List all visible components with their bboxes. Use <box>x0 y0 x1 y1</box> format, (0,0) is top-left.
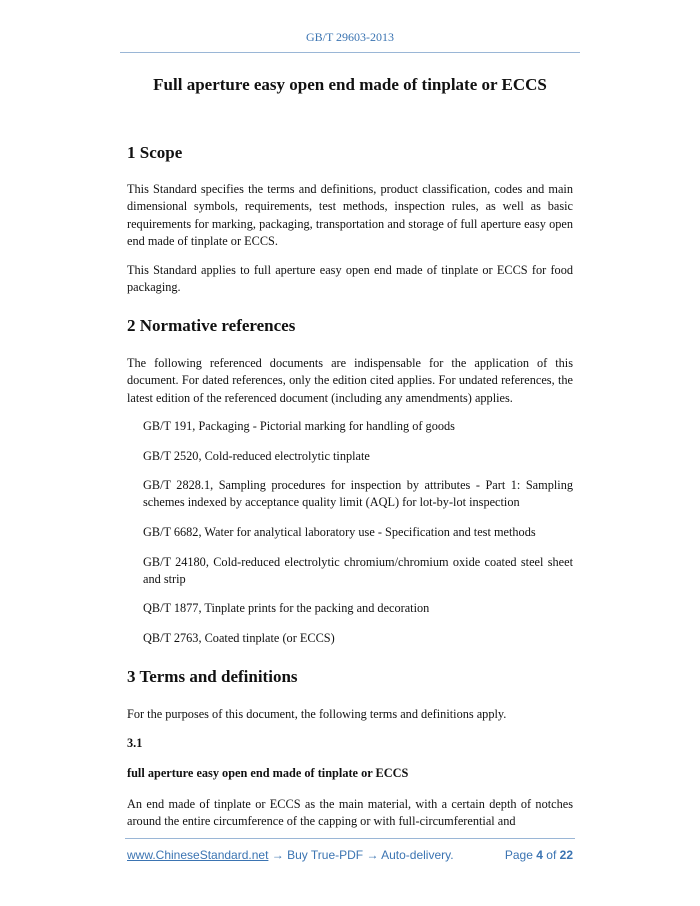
reference-item: GB/T 2828.1, Sampling procedures for inspection by attributes - Part 1: Sampling schemes indexed by acceptance quality limit (AQL) for lot-by-lot inspection <box>143 478 573 510</box>
page-of: of <box>546 848 557 862</box>
term-name: full aperture easy open end made of tinplate or ECCS <box>127 766 409 780</box>
footer <box>127 848 573 862</box>
reference-item: GB/T 191, Packaging - Pictorial marking for handling of goods <box>143 419 455 433</box>
clause-number: 3.1 <box>127 736 143 750</box>
reference-item: GB/T 6682, Water for analytical laboratory use - Specification and test methods <box>143 525 536 539</box>
section-heading-scope: 1 Scope <box>127 143 183 162</box>
normative-intro: The following referenced documents are indispensable for the application of this document. For dated references, only the edition cited applies. For undated references, the latest edition of the referenced document (including any amendments) applies. <box>127 356 573 405</box>
terms-intro: For the purposes of this document, the following terms and definitions apply. <box>127 707 507 721</box>
footer-divider <box>125 838 575 839</box>
page-indicator <box>505 848 573 862</box>
page-current: 4 <box>536 848 543 862</box>
section-heading-normative-references: 2 Normative references <box>127 316 296 335</box>
page-total: 22 <box>559 848 573 862</box>
scope-paragraph-2: This Standard applies to full aperture easy open end made of tinplate or ECCS for food packaging. <box>127 263 573 295</box>
document-title: Full aperture easy open end made of tinplate or ECCS <box>153 75 547 94</box>
reference-item: GB/T 24180, Cold-reduced electrolytic chromium/chromium oxide coated steel sheet and strip <box>143 555 573 587</box>
section-heading-terms-and-definitions: 3 Terms and definitions <box>127 667 298 686</box>
page-label: Page <box>504 848 533 862</box>
header-divider <box>120 52 580 53</box>
term-definition: An end made of tinplate or ECCS as the main material, with a certain depth of notches around the entire circumference of the capping or with full-circumferential and <box>127 797 573 829</box>
header-standard-number: GB/T 29603-2013 <box>305 30 395 44</box>
reference-item: QB/T 1877, Tinplate prints for the packing and decoration <box>143 601 430 615</box>
reference-item: QB/T 2763, Coated tinplate (or ECCS) <box>143 631 335 645</box>
scope-paragraph-1: This Standard specifies the terms and definitions, product classification, codes and main dimensional symbols, requirements, test methods, inspection rules, as well as basic requirements for marking, packaging, transportation and storage of full aperture easy open end made of tinplate or ECCS. <box>127 182 573 248</box>
footer-promo-text: → Buy True-PDF → Auto-delivery. <box>268 848 454 862</box>
footer-site-link[interactable]: www.ChineseStandard.net <box>127 848 269 862</box>
reference-item: GB/T 2520, Cold-reduced electrolytic tinplate <box>143 449 370 463</box>
